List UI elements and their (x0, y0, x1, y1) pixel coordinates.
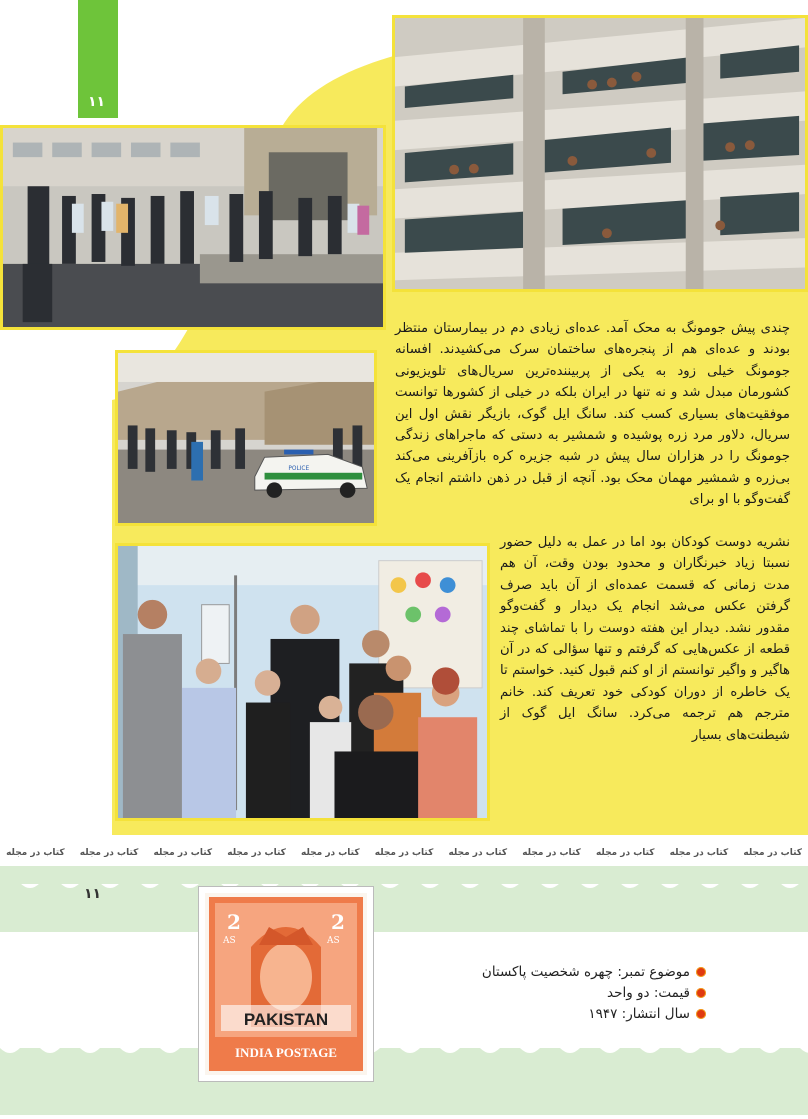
stamp-caption: INDIA POSTAGE (235, 1045, 337, 1060)
stamp-image (199, 887, 373, 1081)
page-number-top: ۱۱ (88, 94, 106, 110)
photo-hospital-windows (392, 15, 808, 292)
page-number-bottom: ۱۱ (84, 886, 102, 902)
stamp-year: سال انتشار: ۱۹۴۷ (588, 1006, 690, 1022)
stamp-info-item (482, 1004, 706, 1025)
police-car-label: POLICE (288, 465, 310, 472)
ticker-item: کتاب در مجله (6, 848, 65, 858)
bullet-icon (696, 988, 706, 998)
ticker-item: کتاب در مجله (227, 848, 286, 858)
photo-crowd-entrance (0, 125, 386, 330)
article-body-continued (500, 532, 790, 746)
ticker-item: کتاب در مجله (522, 848, 581, 858)
ticker-item: کتاب در مجله (595, 848, 655, 858)
stamp-frame (198, 886, 374, 1082)
ticker-item: کتاب در مجله (448, 848, 508, 858)
stamp-value-right: 2 (331, 910, 345, 934)
bullet-icon (696, 1009, 706, 1019)
stamp-unit-left: AS (223, 936, 236, 946)
stamp-price: قیمت: دو واحد (607, 985, 690, 1001)
ticker-item: کتاب در مجله (374, 848, 434, 858)
ticker-item: کتاب در مجله (153, 848, 213, 858)
bullet-icon (696, 967, 706, 977)
article-body (395, 318, 790, 511)
ticker-item: کتاب در مجله (79, 848, 139, 858)
stamp-unit-right: AS (327, 936, 340, 946)
photo-police-car (115, 350, 377, 526)
stamp-value-left: 2 (227, 910, 241, 934)
ticker-strip (0, 848, 808, 870)
stamp-info-item (482, 962, 706, 983)
article-paragraph: چندی پیش جومونگ به محک آمد. عده‌ای زیادی دم در بیمارستان منتظر بودند و عده‌ای هم از پنجره‌های ساختمان سرک می‌کشیدند. افسانه جومونگ خیلی زود به یکی از پربیننده‌ترین سریال‌های تلویزیونی کشورمان مبدل شد و نه تنها در ایران بلکه در خیلی از کشورها توانست موفقیت‌های بسیاری کسب کند. سانگ ایل گوک، بازیگر نقش اول این سریال، دلاور مرد زره پوشیده و شمشیر به دستی که ماجراهای زندگی جومونگ را در هزاران سال پیش در شبه جزیره کره بازآفرینی می‌کند بی‌زره و شمشیر مهمان محک بود. آنچه از قبل در ذهن داشتم انجام یک گفت‌وگو با او برای (395, 321, 790, 508)
photo-hospital-room (115, 543, 490, 821)
stamp-country: PAKISTAN (243, 1010, 329, 1029)
ticker-item: کتاب در مجله (743, 848, 802, 858)
article-paragraph-continued: نشریه دوست کودکان بود اما در عمل به دلیل حضور نسبتا زیاد خبرنگاران و محدود بودن وقت، آن هم مدت زمانی که قسمت عمده‌ای از آن باید صرف گرفتن عکس می‌شد انجام یک دیدار و گفت‌وگو مقدور نشد. دیدار این هفته دوست را با تماشای چند قطعه از عکس‌هایی که گرفتم و تنها سؤالی که در آن هاگیر و واگیر توانستم از او کنم قبول کنید. خواستم تا یک خاطره از دوران کودکی خود تعریف کند. خانم مترجم هم ترجمه می‌کرد. سانگ ایل گوک از شیطنت‌های بسیار (500, 535, 790, 743)
ticker-item: کتاب در مجله (669, 848, 729, 858)
stamp-subject: موضوع تمبر: چهره شخصیت پاکستان (481, 964, 690, 980)
stamp-info-item (482, 983, 706, 1004)
ticker-item: کتاب در مجله (301, 848, 360, 858)
stamp-info-list (482, 962, 706, 1025)
